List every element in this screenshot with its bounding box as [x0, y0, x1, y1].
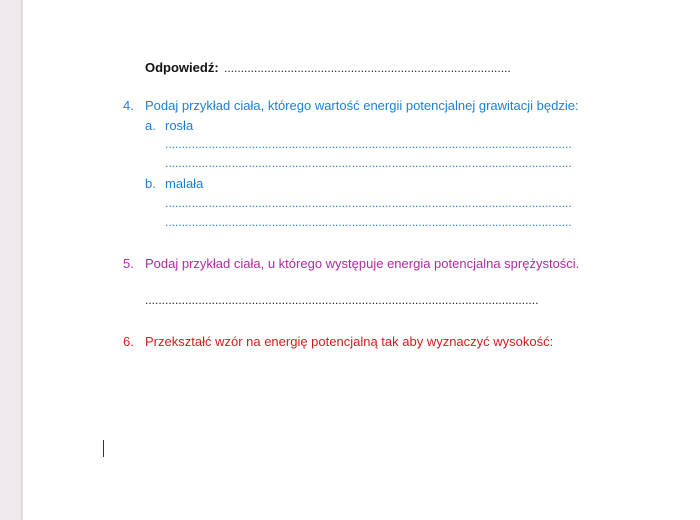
question-6-number: 6. — [123, 334, 134, 349]
text-cursor — [103, 440, 104, 457]
question-4a-text: rosła — [165, 118, 194, 133]
answer-label: Odpowiedź: — [145, 60, 219, 75]
question-4-number: 4. — [123, 98, 134, 113]
question-4a-answer-line-1: .......................................................................................................................... — [165, 137, 572, 151]
question-4b-text: malała — [165, 176, 204, 191]
question-4a-letter: a. — [145, 118, 156, 133]
answer-dots: ...................................................................................... — [224, 61, 511, 75]
left-gutter — [0, 0, 22, 520]
question-4a-answer-line-2: .......................................................................................................................... — [165, 156, 572, 170]
question-4b-letter: b. — [145, 176, 156, 191]
question-5-answer-line: ...................................................................................................................... — [145, 293, 539, 307]
question-4b-answer-line-1: .......................................................................................................................... — [165, 196, 572, 210]
question-5-text: Podaj przykład ciała, u którego występuje energia potencjalna sprężystości. — [145, 256, 580, 271]
question-6-text: Przekształć wzór na energię potencjalną tak aby wyznaczyć wysokość: — [145, 334, 554, 349]
question-5-number: 5. — [123, 256, 134, 271]
question-4b-answer-line-2: .......................................................................................................................... — [165, 215, 572, 229]
question-4-text: Podaj przykład ciała, którego wartość energii potencjalnej grawitacji będzie: — [145, 98, 579, 113]
